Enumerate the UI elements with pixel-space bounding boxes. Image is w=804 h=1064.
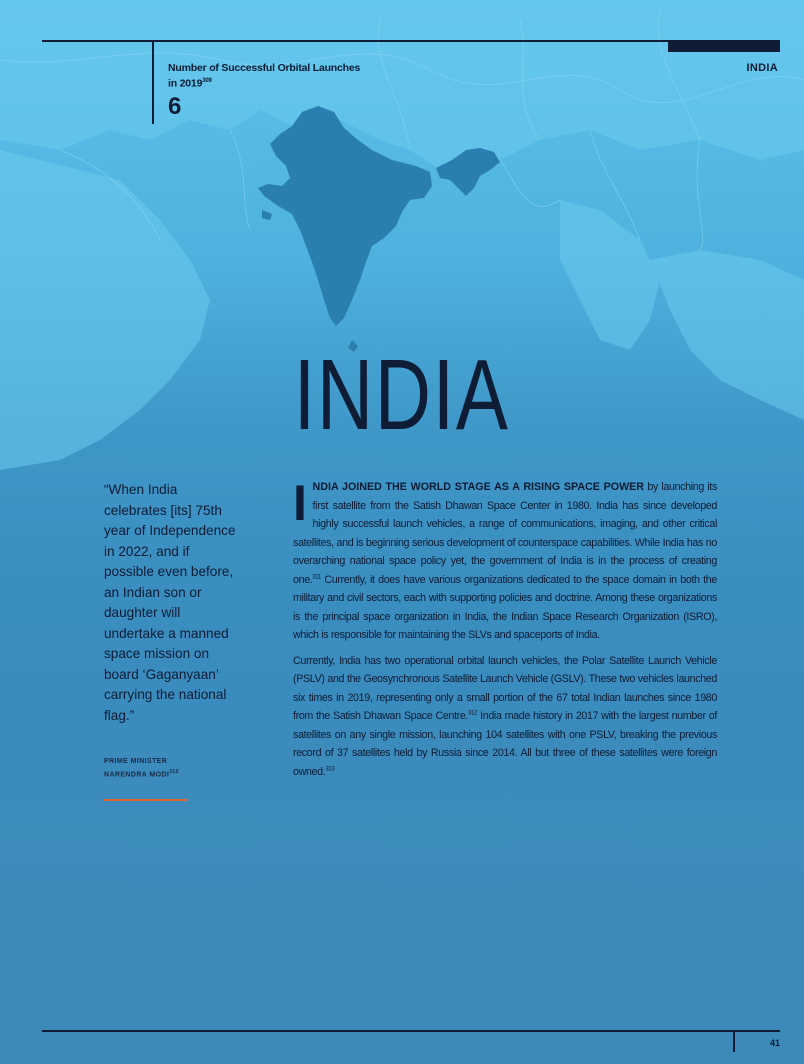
quote-attribution bbox=[104, 756, 254, 780]
page-number-divider bbox=[733, 1030, 735, 1052]
stat-value: 6 bbox=[168, 93, 182, 120]
top-tab-bar bbox=[668, 40, 780, 52]
body-p2-part-a: Currently, India has two operational orbital launch vehicles, the Polar Satellite Launch Vehicle (PSLV) and the Geosynchronous Satellite Launch Vehicle (GSLV). These two vehicles launched six times in 2019, representing only a small portion of the 67 total Indian launches since 1980 from the Satish Dhawan Space Centre. bbox=[293, 654, 717, 722]
stat-label-text: Number of Successful Orbital Launches in 2019 bbox=[168, 62, 361, 90]
page-title: INDIA bbox=[293, 339, 510, 451]
lead-in: NDIA JOINED THE WORLD STAGE AS A RISING SPACE POWER bbox=[312, 481, 645, 493]
body-text bbox=[293, 475, 718, 788]
section-tag: INDIA bbox=[746, 62, 778, 74]
quote-accent-rule bbox=[104, 799, 188, 801]
body-paragraph-1 bbox=[293, 475, 717, 645]
stat-label-ref: 309 bbox=[202, 78, 212, 84]
pull-quote: “When India celebrates [its] 75th year of Independence in 2022, and if possible even before, an Indian son or daughter will undertake a manned space mission on board ‘Gaganyaan’ carrying the national flag.” bbox=[104, 482, 236, 723]
quote-attribution-name: NARENDRA MODI bbox=[104, 771, 170, 779]
stat-divider bbox=[152, 40, 154, 124]
bottom-rule bbox=[42, 1030, 780, 1032]
body-p1-part-a: by launching its first satellite from the Satish Dhawan Space Center in 1980. India has since developed highly successful launch vehicles, a range of communications, imaging, and other critical satellites, and is beginning serious development of counterspace capabilities. While India has no overarching national space policy yet, the government of India is in the process of creating one. bbox=[293, 481, 717, 586]
quote-attribution-role: PRIME MINISTER bbox=[104, 758, 168, 765]
drop-cap: I bbox=[293, 475, 307, 531]
stat-label bbox=[168, 62, 368, 91]
footnote-ref: 312 bbox=[468, 710, 478, 717]
body-p2-part-b: India made history in 2017 with the largest number of satellites on any single mission, launching 104 satellites with one PSLV, breaking the previous record of 37 satellites held by Russia since 2014. All but three of these satellites were foreign owned. bbox=[293, 710, 718, 778]
quote-attribution-ref: 310 bbox=[169, 769, 179, 775]
page-number: 41 bbox=[769, 1038, 780, 1048]
footnote-ref: 313 bbox=[325, 765, 335, 772]
body-paragraph-2 bbox=[293, 652, 717, 782]
footnote-ref: 311 bbox=[312, 573, 321, 580]
body-p1-part-b: Currently, it does have various organizations dedicated to the space domain in both the military and civil sectors, each with supporting policies and doctrine. Among these organizations is the principal space organization in India, the Indian Space Research Organization (ISRO), which is responsible for maintaining the SLVs and spaceports of India. bbox=[293, 573, 717, 641]
